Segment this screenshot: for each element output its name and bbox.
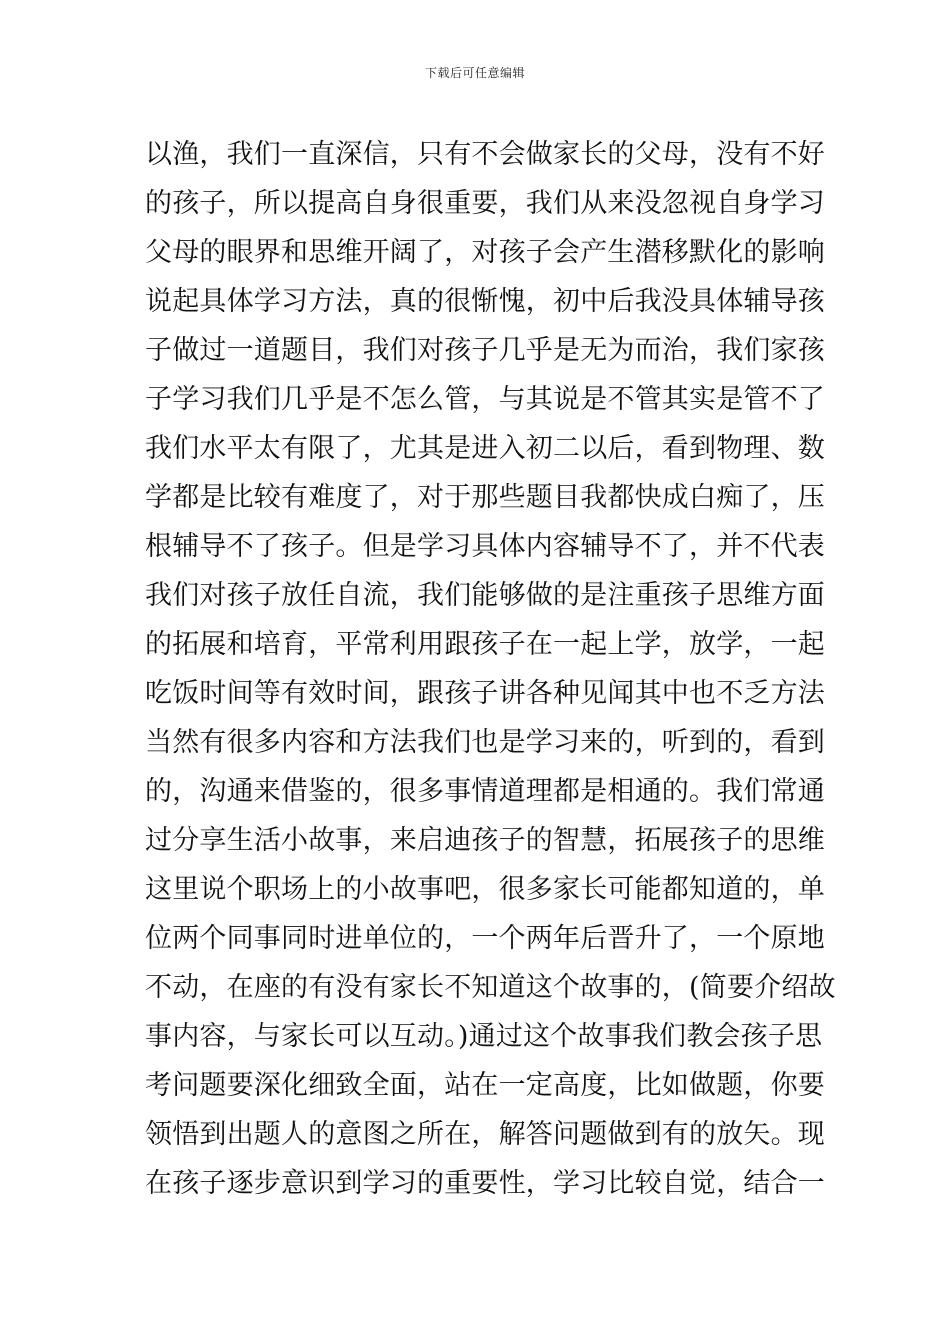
page-header: 下载后可任意编辑 [424, 66, 525, 80]
text-line: 子做过一道题目，我们对孩子几乎是无为而治，我们家孩 [145, 335, 825, 366]
text-line: 不动，在座的有没有家长不知道这个故事的，(简要介绍故 [145, 972, 836, 1003]
text-line: 以渔，我们一直深信，只有不会做家长的父母，没有不好 [145, 139, 825, 170]
text-line: 我们对孩子放任自流，我们能够做的是注重孩子思维方面 [145, 580, 825, 611]
text-line: 吃饭时间等有效时间，跟孩子讲各种见闻其中也不乏方法 [145, 678, 825, 709]
text-line: 学都是比较有难度了，对于那些题目我都快成白痴了，压 [145, 482, 825, 513]
text-line: 根辅导不了孩子。但是学习具体内容辅导不了，并不代表 [145, 531, 825, 562]
text-line: 领悟到出题人的意图之所在，解答问题做到有的放矢。现 [145, 1119, 825, 1150]
text-line: 的拓展和培育，平常利用跟孩子在一起上学，放学，一起 [145, 629, 825, 660]
text-line: 考问题要深化细致全面，站在一定高度，比如做题，你要 [145, 1070, 825, 1101]
text-line: 这里说个职场上的小故事吧，很多家长可能都知道的，单 [145, 874, 825, 905]
text-line: 的，沟通来借鉴的，很多事情道理都是相通的。我们常通 [145, 776, 825, 807]
body-paragraph [145, 130, 836, 1208]
text-line: 的孩子，所以提高自身很重要，我们从来没忽视自身学习 [145, 188, 825, 219]
text-line: 父母的眼界和思维开阔了，对孩子会产生潜移默化的影响 [145, 237, 825, 268]
text-line: 当然有很多内容和方法我们也是学习来的，听到的，看到 [145, 727, 825, 758]
text-line: 事内容，与家长可以互动。)通过这个故事我们教会孩子思 [145, 1021, 823, 1052]
text-line: 子学习我们几乎是不怎么管，与其说是不管其实是管不了 [145, 384, 825, 415]
text-line: 过分享生活小故事，来启迪孩子的智慧，拓展孩子的思维 [145, 825, 825, 856]
text-line: 说起具体学习方法，真的很惭愧，初中后我没具体辅导孩 [145, 286, 825, 317]
text-line: 在孩子逐步意识到学习的重要性，学习比较自觉，结合一 [145, 1168, 825, 1199]
text-line: 我们水平太有限了，尤其是进入初二以后，看到物理、数 [145, 433, 825, 464]
text-line: 位两个同事同时进单位的，一个两年后晋升了，一个原地 [145, 923, 825, 954]
